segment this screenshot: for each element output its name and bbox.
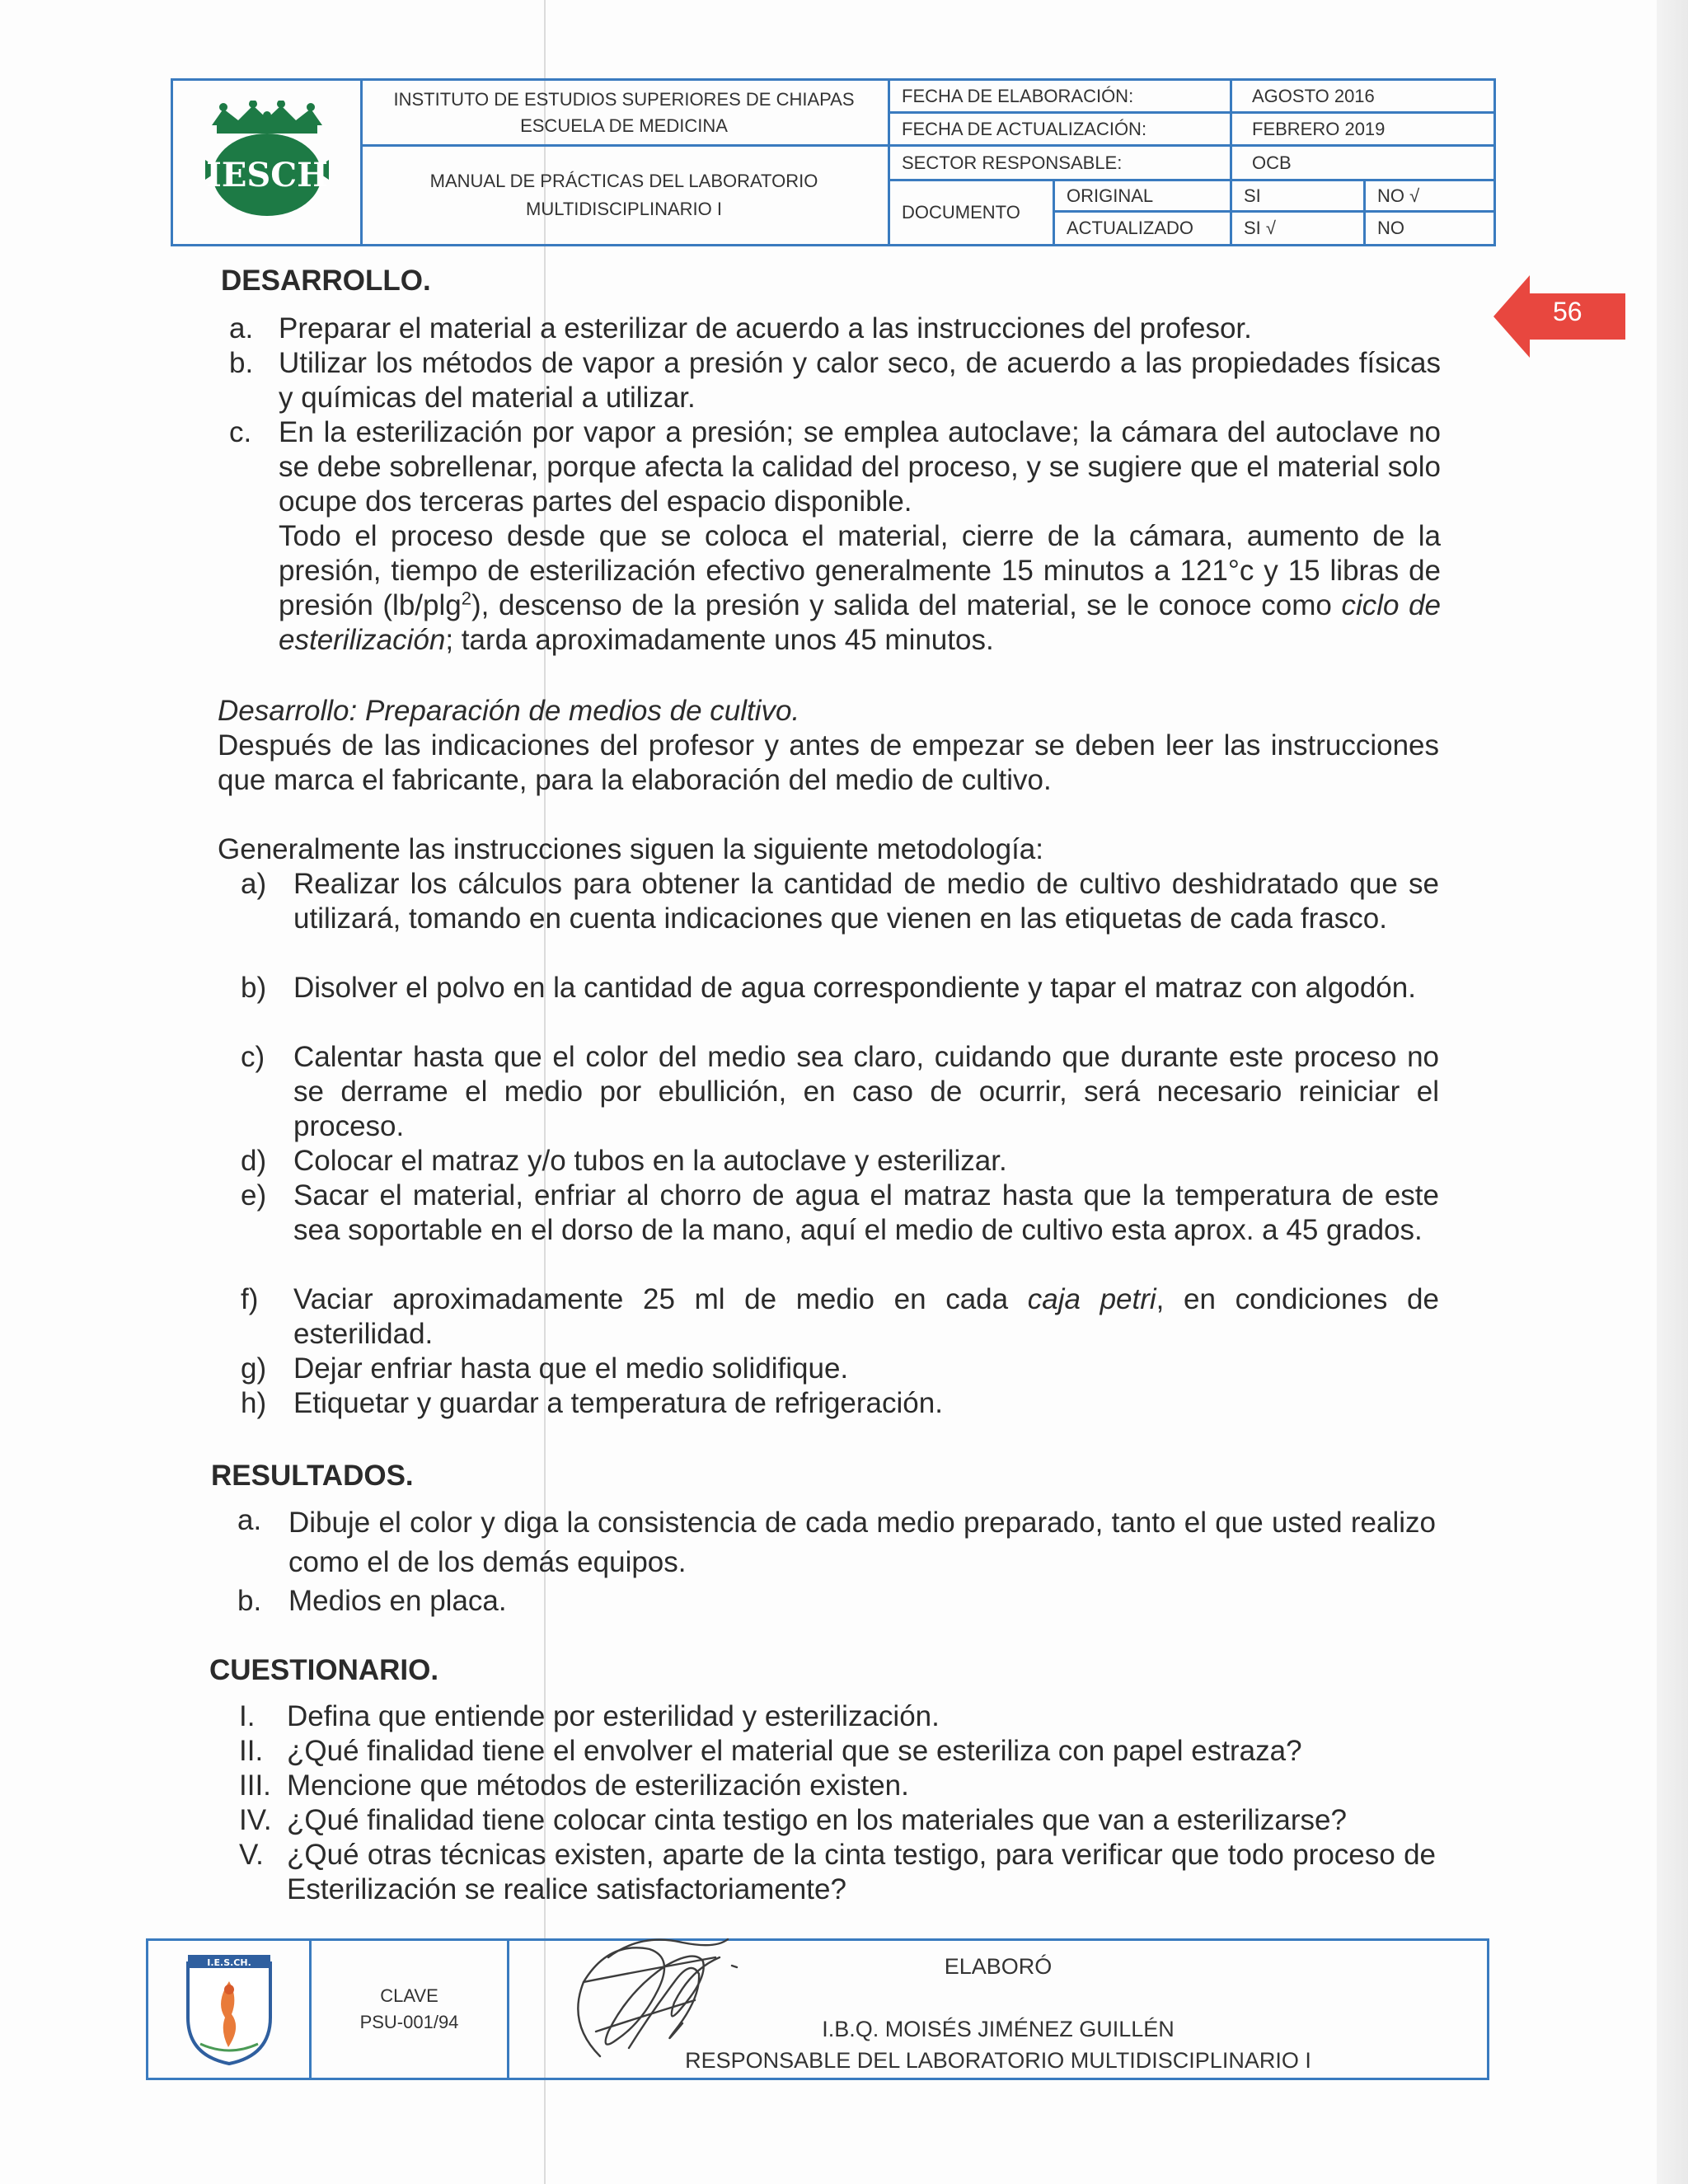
list-item-label: b. xyxy=(229,347,254,379)
list-item-label: III. xyxy=(239,1769,271,1802)
logo-text: IESCH xyxy=(205,156,328,194)
list-item-label: II. xyxy=(239,1735,264,1767)
manual-title-cell xyxy=(360,147,890,244)
clave-value: PSU-001/94 xyxy=(359,2012,459,2032)
original-si: SI xyxy=(1232,181,1366,213)
italic-term: ciclo de esterilización xyxy=(279,589,1441,656)
italic-term: caja petri xyxy=(1027,1283,1156,1315)
seal-text: I.E.S.CH. xyxy=(206,1957,251,1968)
actualizado-label: ACTUALIZADO xyxy=(1055,213,1232,244)
fecha-actualizacion-value: FEBRERO 2019 xyxy=(1232,114,1493,147)
list-item-label: h) xyxy=(241,1387,267,1419)
clave-label: CLAVE xyxy=(380,1985,438,2006)
list-item-text: Realizar los cálculos para obtener la cantidad de medio de cultivo deshidratado que se utilizará, tomando en cuenta indicaciones que vienen en las etiquetas de cada frasco. xyxy=(293,868,1439,935)
original-label: ORIGINAL xyxy=(1055,181,1232,213)
text-part: Vaciar aproximadamente 25 ml de medio en cada xyxy=(293,1283,1028,1315)
elaboro-label: ELABORÓ xyxy=(944,1954,1053,1979)
list-item-label: b) xyxy=(241,972,267,1004)
list-item-label: c) xyxy=(241,1041,265,1073)
fecha-elaboracion-value: AGOSTO 2016 xyxy=(1232,81,1493,114)
list-item-text: Etiquetar y guardar a temperatura de refrigeración. xyxy=(293,1387,943,1419)
clave-cell xyxy=(312,1941,509,2078)
list-item-label: b. xyxy=(237,1585,262,1617)
list-item-text: ¿Qué otras técnicas existen, aparte de la cinta testigo, para verificar que todo proceso de Esterilización se realice satisfactoriamente? xyxy=(287,1839,1436,1905)
list-item-text: Dibuje el color y diga la consistencia de cada medio preparado, tanto el que usted realizo como el de los demás equipos. xyxy=(288,1507,1436,1578)
list-item-text: Colocar el matraz y/o tubos en la autoclave y esterilizar. xyxy=(293,1145,1007,1177)
fecha-actualizacion-label: FECHA DE ACTUALIZACIÓN: xyxy=(890,114,1232,147)
list-item-label: I. xyxy=(239,1700,256,1732)
list-item-text: ¿Qué finalidad tiene colocar cinta testigo en los materiales que van a esterilizarse? xyxy=(287,1804,1347,1836)
list-item-text: Utilizar los métodos de vapor a presión y calor seco, de acuerdo a las propiedades físicas y químicas del material a utilizar. xyxy=(279,347,1441,414)
text-part: , en condiciones de esterilidad. xyxy=(293,1283,1439,1350)
sector-responsable-label: SECTOR RESPONSABLE: xyxy=(890,147,1232,181)
sector-responsable-value: OCB xyxy=(1232,147,1493,181)
institute-cell xyxy=(360,81,890,147)
actualizado-si: SI √ xyxy=(1232,213,1366,244)
sterilization-cycle-paragraph xyxy=(279,519,1441,658)
list-item-text: En la esterilización por vapor a presión; se emplea autoclave; la cámara del autoclave no se debe sobrellenar, porque afecta la calidad del proceso, y se sugiere que el material solo ocupe dos terceras partes del espacio disponible. xyxy=(279,416,1441,518)
list-item-text: Calentar hasta que el color del medio sea claro, cuidando que durante este proceso no se derrame el medio por ebullición, en caso de ocurrir, será necesario reiniciar el proceso. xyxy=(293,1041,1439,1142)
list-item-text: ¿Qué finalidad tiene el envolver el material que se esteriliza con papel estraza? xyxy=(287,1735,1302,1767)
cuestionario-heading: CUESTIONARIO. xyxy=(209,1654,439,1686)
manual-title-line1: MANUAL DE PRÁCTICAS DEL LABORATORIO xyxy=(429,171,818,191)
list-item-text: Preparar el material a esterilizar de acuerdo a las instrucciones del profesor. xyxy=(279,312,1252,344)
list-item-text: Dejar enfriar hasta que el medio solidifique. xyxy=(293,1352,849,1385)
desarrollo-heading: DESARROLLO. xyxy=(221,265,431,297)
manual-title-line2: MULTIDISCIPLINARIO I xyxy=(526,199,722,219)
page-number: 56 xyxy=(1553,297,1582,326)
list-item-label: d) xyxy=(241,1145,267,1177)
list-item-label: c. xyxy=(229,416,252,448)
list-item-label: g) xyxy=(241,1352,267,1385)
list-item-text: Disolver el polvo en la cantidad de agua correspondiente y tapar el matraz con algodón. xyxy=(293,972,1416,1004)
paragraph-part: Todo el proceso desde que se coloca el material, cierre de la cámara, aumento de la presión, tiempo de esterilización efectivo generalmente 15 minutos a 121°c y 15 libras de presión (lb/plg xyxy=(279,520,1441,621)
list-item-label: e) xyxy=(241,1179,267,1212)
documento-label: DOCUMENTO xyxy=(890,181,1055,244)
list-item-label: a. xyxy=(237,1504,262,1536)
paragraph-part: ; tarda aproximadamente unos 45 minutos. xyxy=(445,624,994,656)
medios-subtitle: Desarrollo: Preparación de medios de cultivo. xyxy=(218,695,800,727)
page-number-tab xyxy=(1493,275,1625,358)
resultados-heading: RESULTADOS. xyxy=(211,1460,414,1492)
list-item-text: Medios en placa. xyxy=(288,1585,507,1617)
institute-name: INSTITUTO DE ESTUDIOS SUPERIORES DE CHIAPAS xyxy=(393,88,855,110)
elaboro-cell xyxy=(509,1941,1487,2078)
superscript: 2 xyxy=(461,588,471,609)
responsible-role: RESPONSABLE DEL LABORATORIO MULTIDISCIPLINARIO I xyxy=(685,2048,1311,2073)
actualizado-no: NO xyxy=(1377,218,1404,238)
original-no: NO √ xyxy=(1366,181,1493,213)
seal-cell xyxy=(148,1941,312,2078)
paragraph-part: ), descenso de la presión y salida del material, se le conoce como xyxy=(471,589,1342,621)
document-footer-table xyxy=(146,1938,1489,2080)
school-name: ESCUELA DE MEDICINA xyxy=(520,115,728,136)
medios-intro: Después de las indicaciones del profesor y antes de empezar se deben leer las instrucciones que marca el fabricante, para la elaboración del medio de cultivo. xyxy=(218,729,1439,796)
list-item-label: f) xyxy=(241,1283,259,1315)
list-item-text: Sacar el material, enfriar al chorro de agua el matraz hasta que la temperatura de este sea soportable en el dorso de la mano, aquí el medio de cultivo esta aprox. a 45 grados. xyxy=(293,1179,1439,1246)
crown-logo-icon xyxy=(197,101,337,224)
list-item-label: a. xyxy=(229,312,254,344)
list-item-text: Defina que entiende por esterilidad y esterilización. xyxy=(287,1700,940,1732)
scan-margin xyxy=(1657,0,1688,2184)
list-item-text xyxy=(293,1282,1439,1352)
list-item-label: a) xyxy=(241,868,267,900)
list-item-label: IV. xyxy=(239,1804,272,1836)
method-intro: Generalmente las instrucciones siguen la siguiente metodología: xyxy=(218,833,1043,865)
list-item-label: V. xyxy=(239,1839,264,1871)
list-item-text: Mencione que métodos de esterilización existen. xyxy=(287,1769,909,1802)
iesch-logo xyxy=(173,81,363,244)
fecha-elaboracion-label: FECHA DE ELABORACIÓN: xyxy=(890,81,1232,114)
institution-seal-icon xyxy=(184,1952,274,2067)
responsible-name: I.B.Q. MOISÉS JIMÉNEZ GUILLÉN xyxy=(822,2017,1175,2041)
document-header-table xyxy=(171,78,1496,246)
